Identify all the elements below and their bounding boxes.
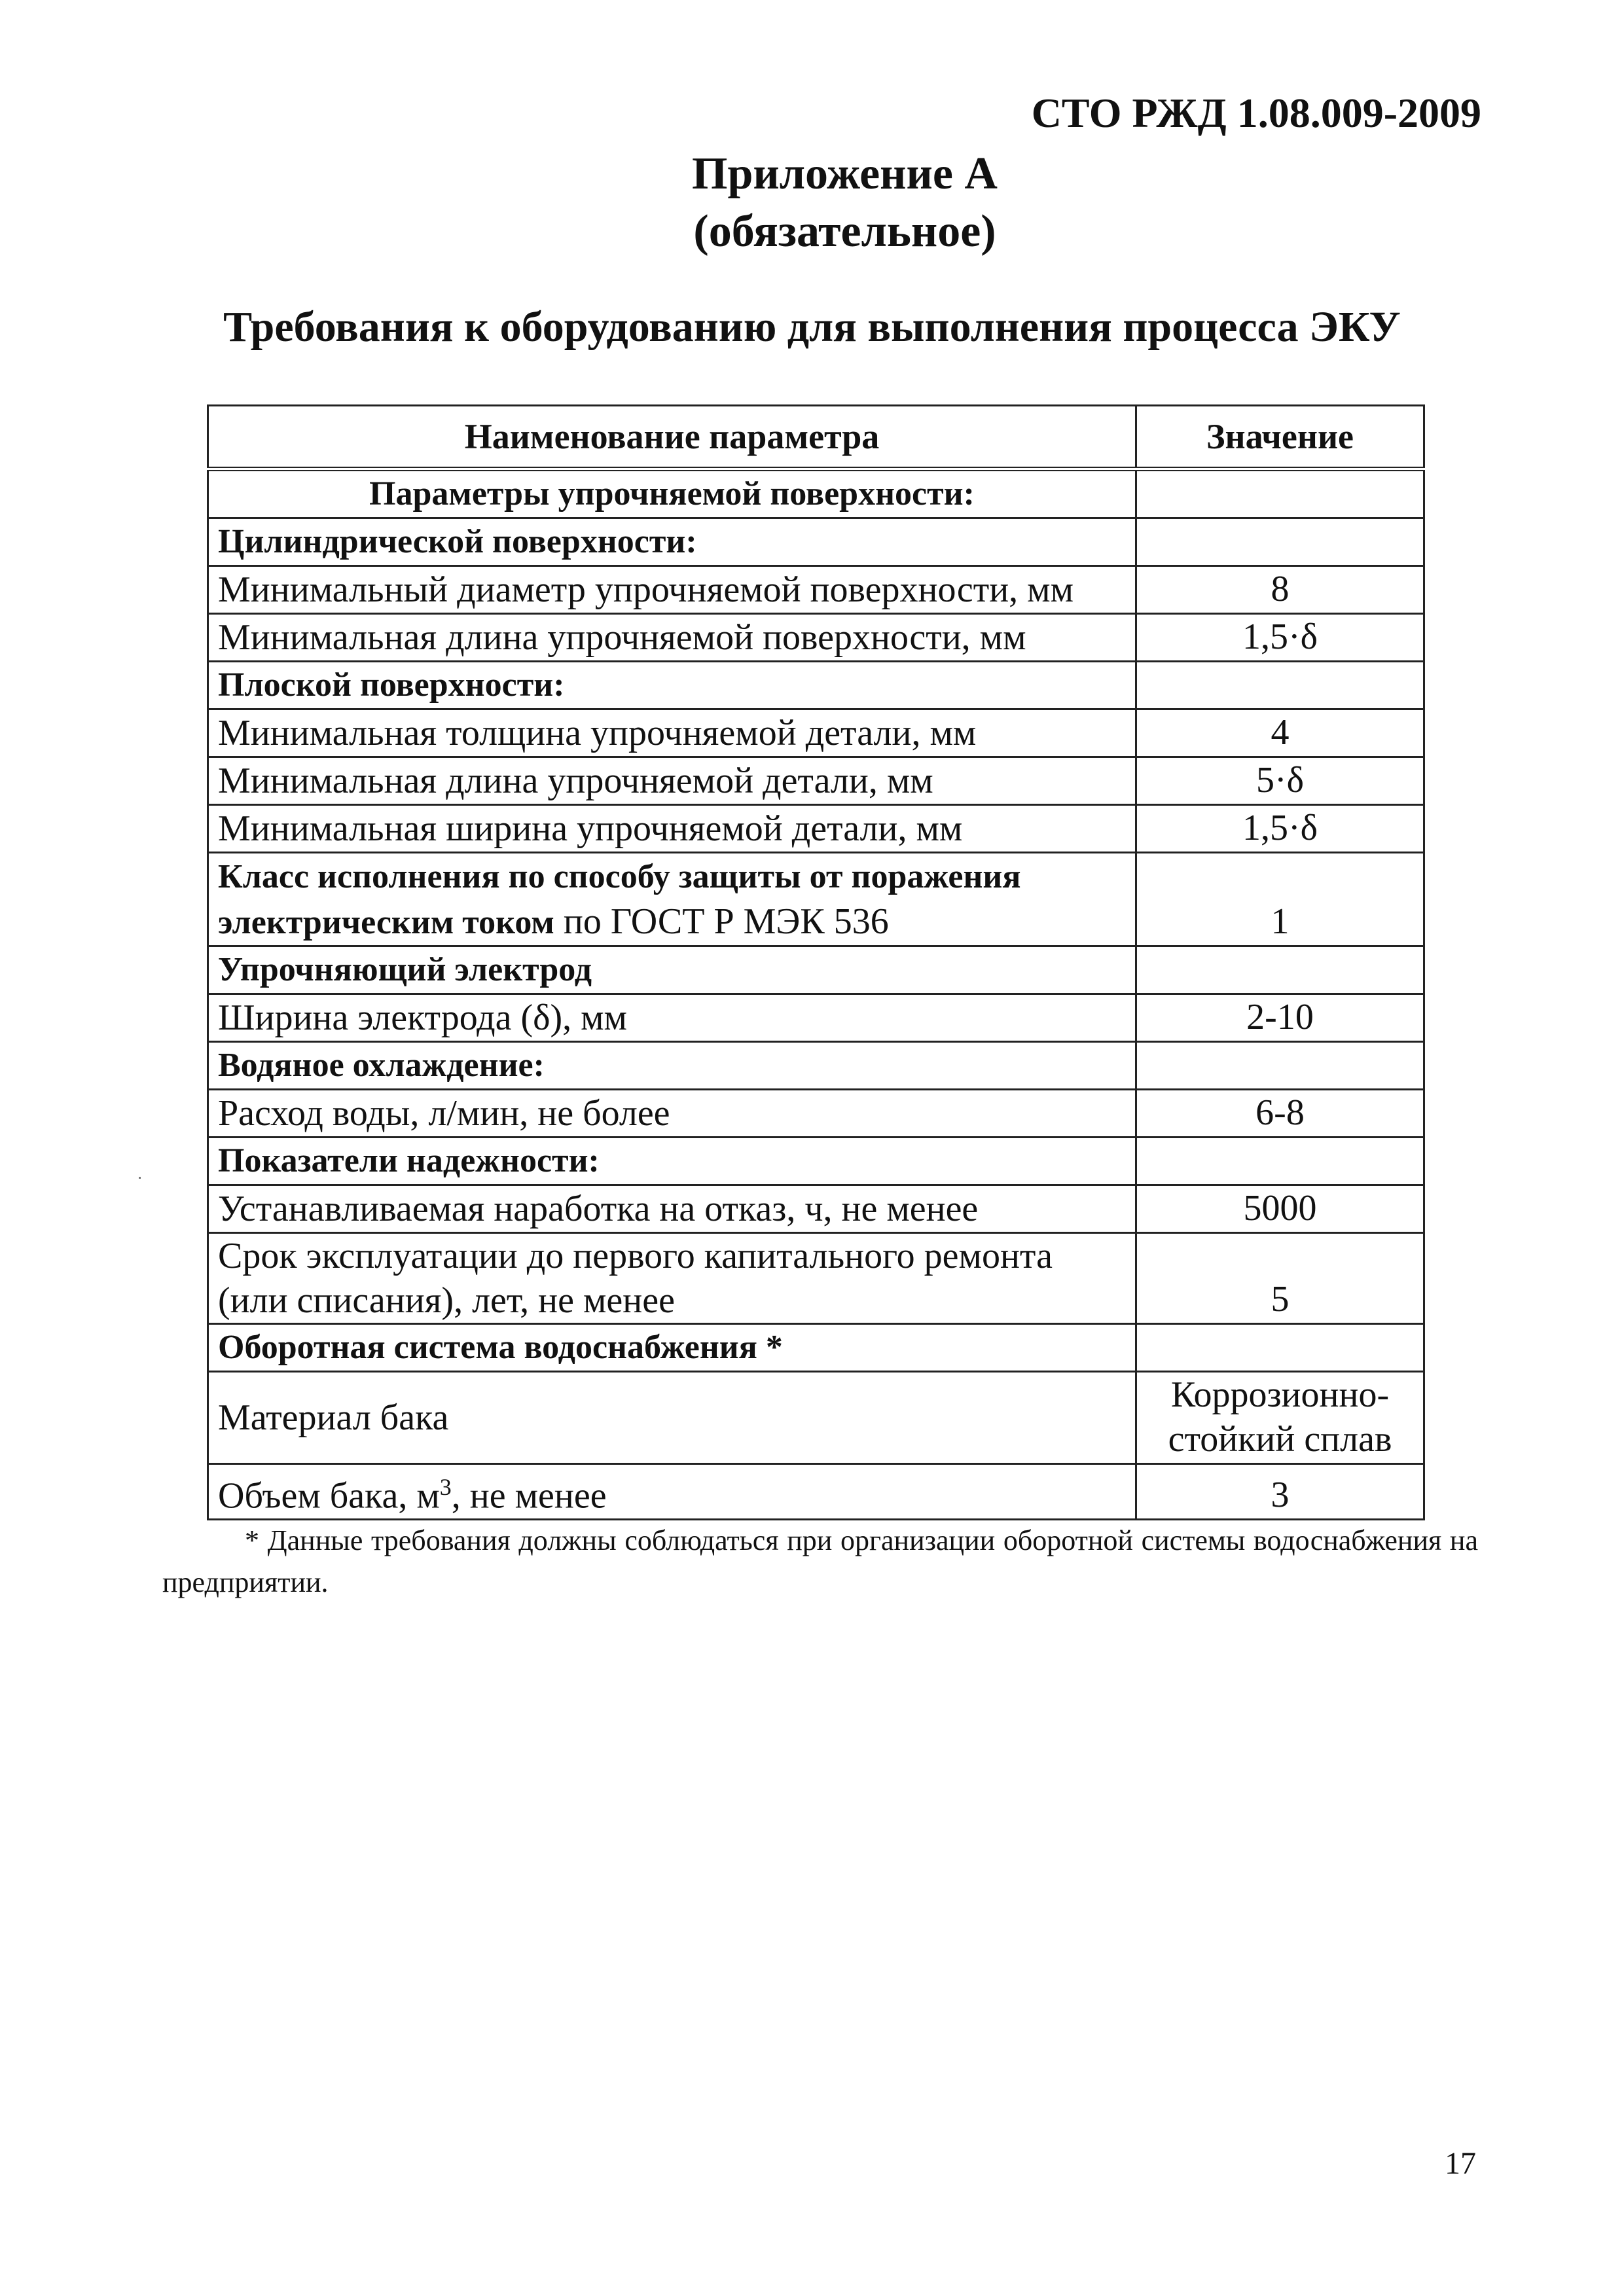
table-row xyxy=(208,1090,1424,1138)
value-cell xyxy=(1136,469,1424,518)
parameter-cell: Расход воды, л/мин, не более xyxy=(208,1090,1136,1138)
subcategory-heading: Цилиндрической поверхности: xyxy=(208,518,1136,566)
appendix-title xyxy=(0,145,1624,260)
column-header-parameter: Наименование параметра xyxy=(208,406,1136,469)
appendix-label: Приложение А xyxy=(692,149,998,199)
parameter-cell: Минимальная длина упрочняемой детали, мм xyxy=(208,757,1136,805)
value-cell: 1 xyxy=(1136,853,1424,946)
category-heading: Параметры упрочняемой поверхности: xyxy=(208,469,1136,518)
subcategory-heading: Оборотная система водоснабжения * xyxy=(208,1324,1136,1372)
parameter-cell: Минимальная ширина упрочняемой детали, мм xyxy=(208,805,1136,853)
parameter-cell: Минимальный диаметр упрочняемой поверхности, мм xyxy=(208,566,1136,614)
table-row xyxy=(208,662,1424,709)
table-row xyxy=(208,1185,1424,1233)
requirements-table xyxy=(207,404,1425,1520)
parameter-text-tail: , не менее xyxy=(451,1475,607,1516)
value-cell: 4 xyxy=(1136,709,1424,757)
value-cell: 8 xyxy=(1136,566,1424,614)
value-cell: 5·δ xyxy=(1136,757,1424,805)
value-cell: 6-8 xyxy=(1136,1090,1424,1138)
parameter-cell xyxy=(208,1464,1136,1520)
table-row xyxy=(208,518,1424,566)
section-title: Требования к оборудованию для выполнения процесса ЭКУ xyxy=(223,303,1401,351)
table-row xyxy=(208,994,1424,1042)
scan-artifact xyxy=(139,1177,141,1179)
parameter-cell: Минимальная длина упрочняемой поверхности, мм xyxy=(208,614,1136,662)
subcategory-heading: Показатели надежности: xyxy=(208,1138,1136,1185)
parameter-cell: Минимальная толщина упрочняемой детали, мм xyxy=(208,709,1136,757)
table-row xyxy=(208,1372,1424,1464)
table-row xyxy=(208,1042,1424,1090)
value-cell: Коррозионно-стойкий сплав xyxy=(1136,1372,1424,1464)
table-row xyxy=(208,805,1424,853)
value-cell xyxy=(1136,1042,1424,1090)
value-cell: 2-10 xyxy=(1136,994,1424,1042)
table-row xyxy=(208,946,1424,994)
value-cell: 5000 xyxy=(1136,1185,1424,1233)
value-cell xyxy=(1136,1138,1424,1185)
table-row xyxy=(208,1324,1424,1372)
parameter-cell: Материал бака xyxy=(208,1372,1136,1464)
table-row xyxy=(208,757,1424,805)
value-cell: 5 xyxy=(1136,1233,1424,1324)
footnote: * Данные требования должны соблюдаться при организации оборотной системы водоснабжения на предприятии. xyxy=(162,1524,1478,1598)
value-cell xyxy=(1136,518,1424,566)
appendix-status: (обязательное) xyxy=(693,206,996,257)
table-row xyxy=(208,566,1424,614)
value-cell xyxy=(1136,1324,1424,1372)
document-code: СТО РЖД 1.08.009-2009 xyxy=(1031,90,1481,136)
parameter-bold-part: Класс исполнения по способу защиты от поражения электрическим током xyxy=(218,858,1021,941)
parameter-cell: Ширина электрода (δ), мм xyxy=(208,994,1136,1042)
superscript: 3 xyxy=(439,1474,452,1500)
page-number: 17 xyxy=(1445,2146,1476,2181)
table-row xyxy=(208,614,1424,662)
value-cell: 1,5·δ xyxy=(1136,614,1424,662)
column-header-value: Значение xyxy=(1136,406,1424,469)
table-row xyxy=(208,469,1424,518)
subcategory-heading: Водяное охлаждение: xyxy=(208,1042,1136,1090)
value-cell xyxy=(1136,662,1424,709)
subcategory-heading: Упрочняющий электрод xyxy=(208,946,1136,994)
value-cell xyxy=(1136,946,1424,994)
parameter-cell: Устанавливаемая наработка на отказ, ч, не менее xyxy=(208,1185,1136,1233)
parameter-cell: Срок эксплуатации до первого капитального ремонта (или списания), лет, не менее xyxy=(208,1233,1136,1324)
parameter-text: Объем бака, м xyxy=(218,1475,440,1516)
parameter-normal-part: по ГОСТ Р МЭК 536 xyxy=(554,901,889,942)
value-cell: 3 xyxy=(1136,1464,1424,1520)
value-cell: 1,5·δ xyxy=(1136,805,1424,853)
table-header-row xyxy=(208,406,1424,469)
subcategory-heading: Плоской поверхности: xyxy=(208,662,1136,709)
table-row xyxy=(208,1233,1424,1324)
table-row xyxy=(208,1138,1424,1185)
table-row xyxy=(208,1464,1424,1520)
table-row xyxy=(208,853,1424,946)
parameter-cell xyxy=(208,853,1136,946)
table-row xyxy=(208,709,1424,757)
